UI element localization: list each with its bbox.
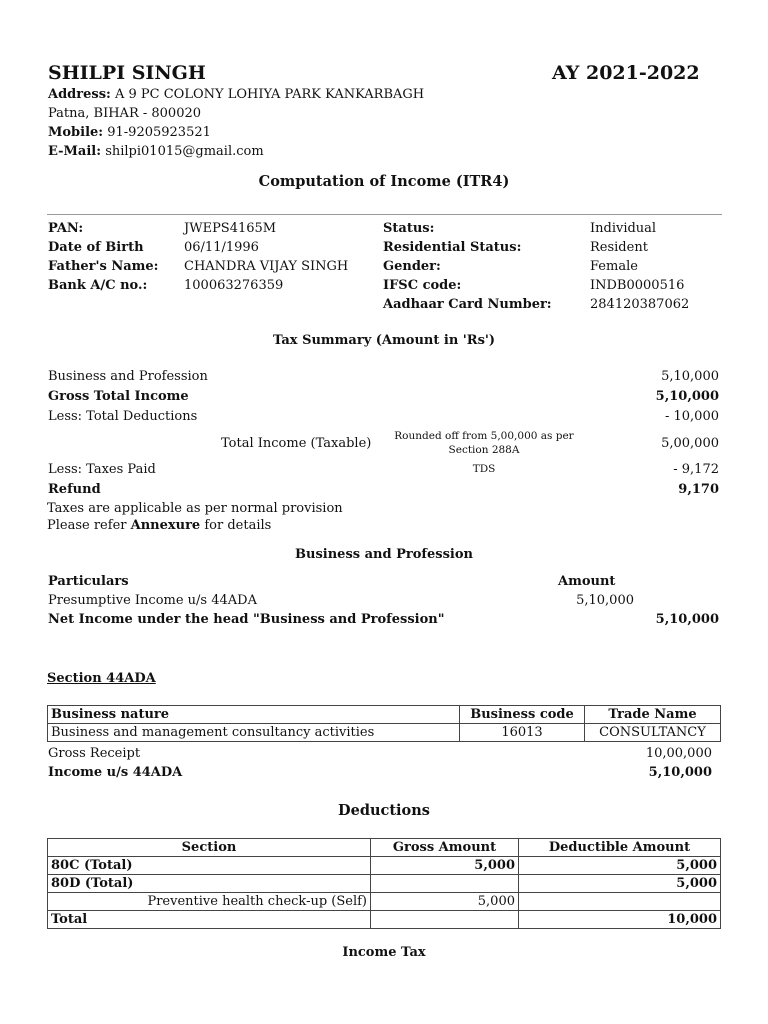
table-header-row [48,839,721,857]
address-line2: Patna, BIHAR - 800020 [48,106,202,121]
total-income-label: Total Income (Taxable) [221,436,372,451]
amount-header: Amount [558,574,616,589]
total-income-value: 5,00,000 [661,436,719,451]
residential-status-label: Residential Status: [383,240,522,255]
table-header-row [48,706,721,724]
status-label: Status: [383,221,435,236]
refund-label: Refund [48,482,101,497]
ifsc-value: INDB0000516 [590,278,685,293]
section-cell: 80D (Total) [48,875,371,893]
total-deductions-label: Less: Total Deductions [48,409,198,424]
address-line1 [48,87,424,102]
email-label: E-Mail: [48,144,102,159]
income-44ada-value: 5,10,000 [648,765,712,780]
divider [47,214,722,215]
presumptive-income-label: Presumptive Income u/s 44ADA [48,593,257,608]
tds-label: TDS [472,463,496,475]
deductible-amount-cell: 5,000 [519,857,721,875]
deductions-table [47,838,721,929]
address-label: Address: [48,87,111,102]
ifsc-label: IFSC code: [383,278,462,293]
annexure-suffix: for details [204,518,272,533]
taxes-paid-value: - 9,172 [673,462,719,477]
pan-label: PAN: [48,221,84,236]
col-trade-name: Trade Name [585,706,721,724]
net-business-income-value: 5,10,000 [655,612,719,627]
section-44ada-heading: Section 44ADA [47,671,156,686]
page-title: Computation of Income (ITR4) [258,173,510,190]
gross-amount-cell: 5,000 [371,857,519,875]
table-row [48,893,721,911]
col-business-nature: Business nature [48,706,460,724]
col-gross-amount: Gross Amount [371,839,519,857]
dob-value: 06/11/1996 [184,240,259,255]
total-gross-cell [371,911,519,929]
pan-value: JWEPS4165M [184,221,277,236]
deductible-amount-cell: 5,000 [519,875,721,893]
table-total-row [48,911,721,929]
taxpayer-name: SHILPI SINGH [48,62,206,84]
annexure-note [47,518,271,533]
table-row [48,857,721,875]
mobile-label: Mobile: [48,125,104,140]
normal-provision-note: Taxes are applicable as per normal provision [47,501,343,516]
bank-account-value: 100063276359 [184,278,284,293]
tax-summary-heading: Tax Summary (Amount in 'Rs') [272,333,496,348]
col-deductible-amount: Deductible Amount [519,839,721,857]
business-nature-cell: Business and management consultancy activities [48,724,460,742]
residential-status-value: Resident [590,240,648,255]
bank-account-label: Bank A/C no.: [48,278,148,293]
gender-value: Female [590,259,638,274]
business-profession-label: Business and Profession [48,369,208,384]
gross-receipt-value: 10,00,000 [645,746,712,761]
mobile-value: 91-9205923521 [107,125,211,140]
deductible-amount-cell [519,893,721,911]
email-value: shilpi01015@gmail.com [105,144,264,159]
annexure-link: Annexure [130,518,201,533]
total-deductions-value: - 10,000 [664,409,719,424]
net-business-income-label: Net Income under the head "Business and Profession" [48,612,445,627]
annexure-prefix: Please refer [47,518,127,533]
deductions-heading: Deductions [338,802,430,819]
trade-name-cell: CONSULTANCY [585,724,721,742]
section-cell: Preventive health check-up (Self) [48,893,371,911]
aadhaar-value: 284120387062 [590,297,690,312]
business-nature-table [47,705,721,742]
gender-label: Gender: [383,259,441,274]
business-code-cell: 16013 [460,724,585,742]
email-line [48,144,264,159]
income-tax-heading: Income Tax [342,945,426,960]
total-label-cell: Total [48,911,371,929]
rounded-note [380,429,588,457]
mobile-line [48,125,211,140]
aadhaar-label: Aadhaar Card Number: [383,297,552,312]
total-value-cell: 10,000 [519,911,721,929]
assessment-year: AY 2021-2022 [552,62,700,84]
table-row [48,875,721,893]
taxes-paid-label: Less: Taxes Paid [48,462,156,477]
gross-amount-cell: 5,000 [371,893,519,911]
presumptive-income-value: 5,10,000 [576,593,634,608]
gross-receipt-label: Gross Receipt [48,746,141,761]
section-cell: 80C (Total) [48,857,371,875]
income-44ada-label: Income u/s 44ADA [48,765,183,780]
refund-value: 9,170 [678,482,719,497]
father-name-value: CHANDRA VIJAY SINGH [184,259,349,274]
gross-total-income-label: Gross Total Income [48,389,189,404]
status-value: Individual [590,221,657,236]
business-profession-value: 5,10,000 [661,369,719,384]
dob-label: Date of Birth [48,240,144,255]
address-value: A 9 PC COLONY LOHIYA PARK KANKARBAGH [114,87,425,102]
gross-amount-cell [371,875,519,893]
rounded-note-line2: Section 288A [448,444,520,456]
gross-total-income-value: 5,10,000 [655,389,719,404]
rounded-note-line1: Rounded off from 5,00,000 as per [394,430,574,442]
business-heading: Business and Profession [295,547,473,562]
col-business-code: Business code [460,706,585,724]
col-section: Section [48,839,371,857]
table-row [48,724,721,742]
particulars-header: Particulars [48,574,129,589]
father-name-label: Father's Name: [48,259,159,274]
